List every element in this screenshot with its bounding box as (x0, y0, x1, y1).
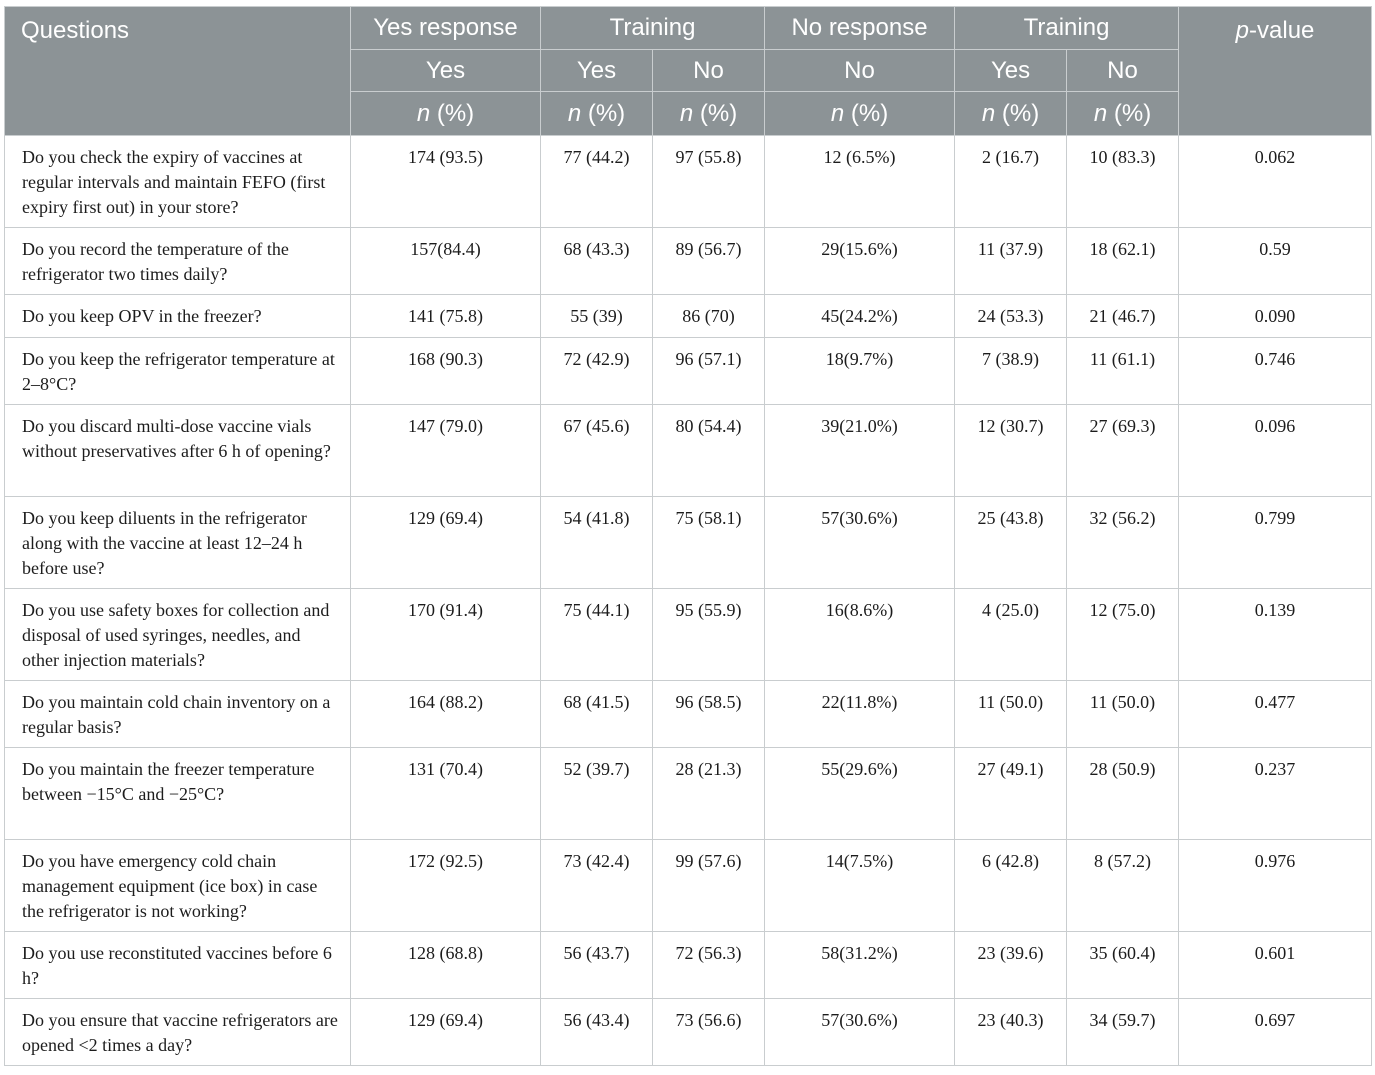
table-row (5, 228, 1372, 295)
training2-yes-cell: 12 (30.7) (955, 405, 1067, 497)
n-letter: n (1093, 99, 1108, 127)
table-row (5, 136, 1372, 228)
training2-no-cell: 32 (56.2) (1067, 497, 1179, 589)
p-value-cell: 0.746 (1179, 338, 1372, 405)
subheader-no-response-no: No (765, 50, 955, 92)
training1-no-cell: 75 (58.1) (653, 497, 765, 589)
training1-yes-cell: 67 (45.6) (541, 405, 653, 497)
training1-yes-cell: 68 (41.5) (541, 681, 653, 748)
yes-response-cell: 129 (69.4) (351, 999, 541, 1066)
yes-response-cell: 172 (92.5) (351, 840, 541, 932)
yes-response-cell: 157(84.4) (351, 228, 541, 295)
yes-response-cell: 147 (79.0) (351, 405, 541, 497)
training2-no-cell: 35 (60.4) (1067, 932, 1179, 999)
p-value-cell: 0.090 (1179, 295, 1372, 338)
training1-yes-cell: 54 (41.8) (541, 497, 653, 589)
question-cell: Do you keep diluents in the refrigerator along with the vaccine at least 12–24 h before use? (5, 497, 351, 589)
training2-yes-cell: 23 (40.3) (955, 999, 1067, 1066)
yes-response-cell: 129 (69.4) (351, 497, 541, 589)
table-row (5, 999, 1372, 1066)
training2-no-cell: 8 (57.2) (1067, 840, 1179, 932)
training1-no-cell: 97 (55.8) (653, 136, 765, 228)
header-yes-response: Yes response (351, 7, 541, 50)
training1-yes-cell: 56 (43.4) (541, 999, 653, 1066)
question-cell: Do you use safety boxes for collection and disposal of used syringes, needles, and other injection materials? (5, 589, 351, 681)
n-percent-label (1067, 92, 1179, 136)
p-value-cell: 0.976 (1179, 840, 1372, 932)
header-training-2: Training (955, 7, 1179, 50)
table-body (5, 136, 1372, 1066)
subheader-training1-yes: Yes (541, 50, 653, 92)
p-value-cell: 0.096 (1179, 405, 1372, 497)
no-response-cell: 58(31.2%) (765, 932, 955, 999)
training2-no-cell: 12 (75.0) (1067, 589, 1179, 681)
p-value-suffix: -value (1249, 17, 1315, 44)
table-row (5, 497, 1372, 589)
training1-no-cell: 89 (56.7) (653, 228, 765, 295)
training2-yes-cell: 2 (16.7) (955, 136, 1067, 228)
no-response-cell: 57(30.6%) (765, 497, 955, 589)
table-row (5, 681, 1372, 748)
p-value-cell: 0.477 (1179, 681, 1372, 748)
training1-yes-cell: 73 (42.4) (541, 840, 653, 932)
training1-yes-cell: 56 (43.7) (541, 932, 653, 999)
training2-yes-cell: 25 (43.8) (955, 497, 1067, 589)
training2-yes-cell: 24 (53.3) (955, 295, 1067, 338)
question-cell: Do you use reconstituted vaccines before 6 h? (5, 932, 351, 999)
training1-no-cell: 99 (57.6) (653, 840, 765, 932)
header-questions: Questions (5, 7, 351, 136)
training1-yes-cell: 77 (44.2) (541, 136, 653, 228)
training2-no-cell: 11 (50.0) (1067, 681, 1179, 748)
no-response-cell: 16(8.6%) (765, 589, 955, 681)
p-value-cell: 0.139 (1179, 589, 1372, 681)
table-row (5, 295, 1372, 338)
training1-no-cell: 96 (57.1) (653, 338, 765, 405)
no-response-cell: 18(9.7%) (765, 338, 955, 405)
percent-label: (%) (995, 99, 1040, 127)
training1-no-cell: 96 (58.5) (653, 681, 765, 748)
question-cell: Do you check the expiry of vaccines at regular intervals and maintain FEFO (first expiry first out) in your store? (5, 136, 351, 228)
question-cell: Do you discard multi-dose vaccine vials without preservatives after 6 h of opening? (5, 405, 351, 497)
header-no-response: No response (765, 7, 955, 50)
percent-label: (%) (844, 99, 889, 127)
percent-label: (%) (430, 99, 475, 127)
subheader-yes-response-yes: Yes (351, 50, 541, 92)
training2-no-cell: 27 (69.3) (1067, 405, 1179, 497)
subheader-training2-no: No (1067, 50, 1179, 92)
table-row (5, 748, 1372, 840)
header-p-value (1179, 7, 1372, 136)
p-value-cell: 0.799 (1179, 497, 1372, 589)
yes-response-cell: 168 (90.3) (351, 338, 541, 405)
table-row (5, 932, 1372, 999)
p-value-cell: 0.697 (1179, 999, 1372, 1066)
n-percent-label (955, 92, 1067, 136)
table-row (5, 338, 1372, 405)
no-response-cell: 39(21.0%) (765, 405, 955, 497)
training2-yes-cell: 11 (37.9) (955, 228, 1067, 295)
training1-yes-cell: 68 (43.3) (541, 228, 653, 295)
training2-yes-cell: 27 (49.1) (955, 748, 1067, 840)
question-cell: Do you have emergency cold chain management equipment (ice box) in case the refrigerator is not working? (5, 840, 351, 932)
subheader-training1-no: No (653, 50, 765, 92)
n-percent-label (351, 92, 541, 136)
training2-yes-cell: 7 (38.9) (955, 338, 1067, 405)
training1-no-cell: 28 (21.3) (653, 748, 765, 840)
training1-yes-cell: 75 (44.1) (541, 589, 653, 681)
subheader-training2-yes: Yes (955, 50, 1067, 92)
yes-response-cell: 131 (70.4) (351, 748, 541, 840)
training2-no-cell: 21 (46.7) (1067, 295, 1179, 338)
no-response-cell: 55(29.6%) (765, 748, 955, 840)
n-percent-label (765, 92, 955, 136)
training1-no-cell: 72 (56.3) (653, 932, 765, 999)
question-cell: Do you ensure that vaccine refrigerators are opened <2 times a day? (5, 999, 351, 1066)
training2-no-cell: 18 (62.1) (1067, 228, 1179, 295)
n-letter: n (679, 99, 694, 127)
training1-yes-cell: 55 (39) (541, 295, 653, 338)
training1-no-cell: 95 (55.9) (653, 589, 765, 681)
table-row (5, 589, 1372, 681)
n-letter: n (416, 99, 431, 127)
yes-response-cell: 164 (88.2) (351, 681, 541, 748)
table-row (5, 405, 1372, 497)
training2-yes-cell: 23 (39.6) (955, 932, 1067, 999)
question-cell: Do you maintain the freezer temperature between −15°C and −25°C? (5, 748, 351, 840)
data-table (4, 6, 1372, 1066)
no-response-cell: 29(15.6%) (765, 228, 955, 295)
percent-label: (%) (581, 99, 626, 127)
p-value-cell: 0.59 (1179, 228, 1372, 295)
question-cell: Do you keep the refrigerator temperature at 2–8°C? (5, 338, 351, 405)
training2-yes-cell: 6 (42.8) (955, 840, 1067, 932)
question-cell: Do you maintain cold chain inventory on a regular basis? (5, 681, 351, 748)
no-response-cell: 57(30.6%) (765, 999, 955, 1066)
yes-response-cell: 170 (91.4) (351, 589, 541, 681)
question-cell: Do you keep OPV in the freezer? (5, 295, 351, 338)
training1-no-cell: 86 (70) (653, 295, 765, 338)
training2-no-cell: 11 (61.1) (1067, 338, 1179, 405)
n-letter: n (830, 99, 845, 127)
p-value-cell: 0.601 (1179, 932, 1372, 999)
training1-yes-cell: 52 (39.7) (541, 748, 653, 840)
p-value-cell: 0.062 (1179, 136, 1372, 228)
n-letter: n (981, 99, 996, 127)
header-training-1: Training (541, 7, 765, 50)
n-letter: n (567, 99, 582, 127)
no-response-cell: 45(24.2%) (765, 295, 955, 338)
training2-no-cell: 28 (50.9) (1067, 748, 1179, 840)
table-row (5, 840, 1372, 932)
yes-response-cell: 128 (68.8) (351, 932, 541, 999)
percent-label: (%) (1107, 99, 1152, 127)
yes-response-cell: 141 (75.8) (351, 295, 541, 338)
training1-no-cell: 73 (56.6) (653, 999, 765, 1066)
no-response-cell: 22(11.8%) (765, 681, 955, 748)
training2-yes-cell: 4 (25.0) (955, 589, 1067, 681)
question-cell: Do you record the temperature of the refrigerator two times daily? (5, 228, 351, 295)
no-response-cell: 14(7.5%) (765, 840, 955, 932)
p-value-cell: 0.237 (1179, 748, 1372, 840)
percent-label: (%) (693, 99, 738, 127)
p-letter: p (1235, 17, 1250, 44)
training2-yes-cell: 11 (50.0) (955, 681, 1067, 748)
table-header (5, 7, 1372, 136)
training1-yes-cell: 72 (42.9) (541, 338, 653, 405)
n-percent-label (653, 92, 765, 136)
training1-no-cell: 80 (54.4) (653, 405, 765, 497)
yes-response-cell: 174 (93.5) (351, 136, 541, 228)
no-response-cell: 12 (6.5%) (765, 136, 955, 228)
training2-no-cell: 34 (59.7) (1067, 999, 1179, 1066)
training2-no-cell: 10 (83.3) (1067, 136, 1179, 228)
n-percent-label (541, 92, 653, 136)
